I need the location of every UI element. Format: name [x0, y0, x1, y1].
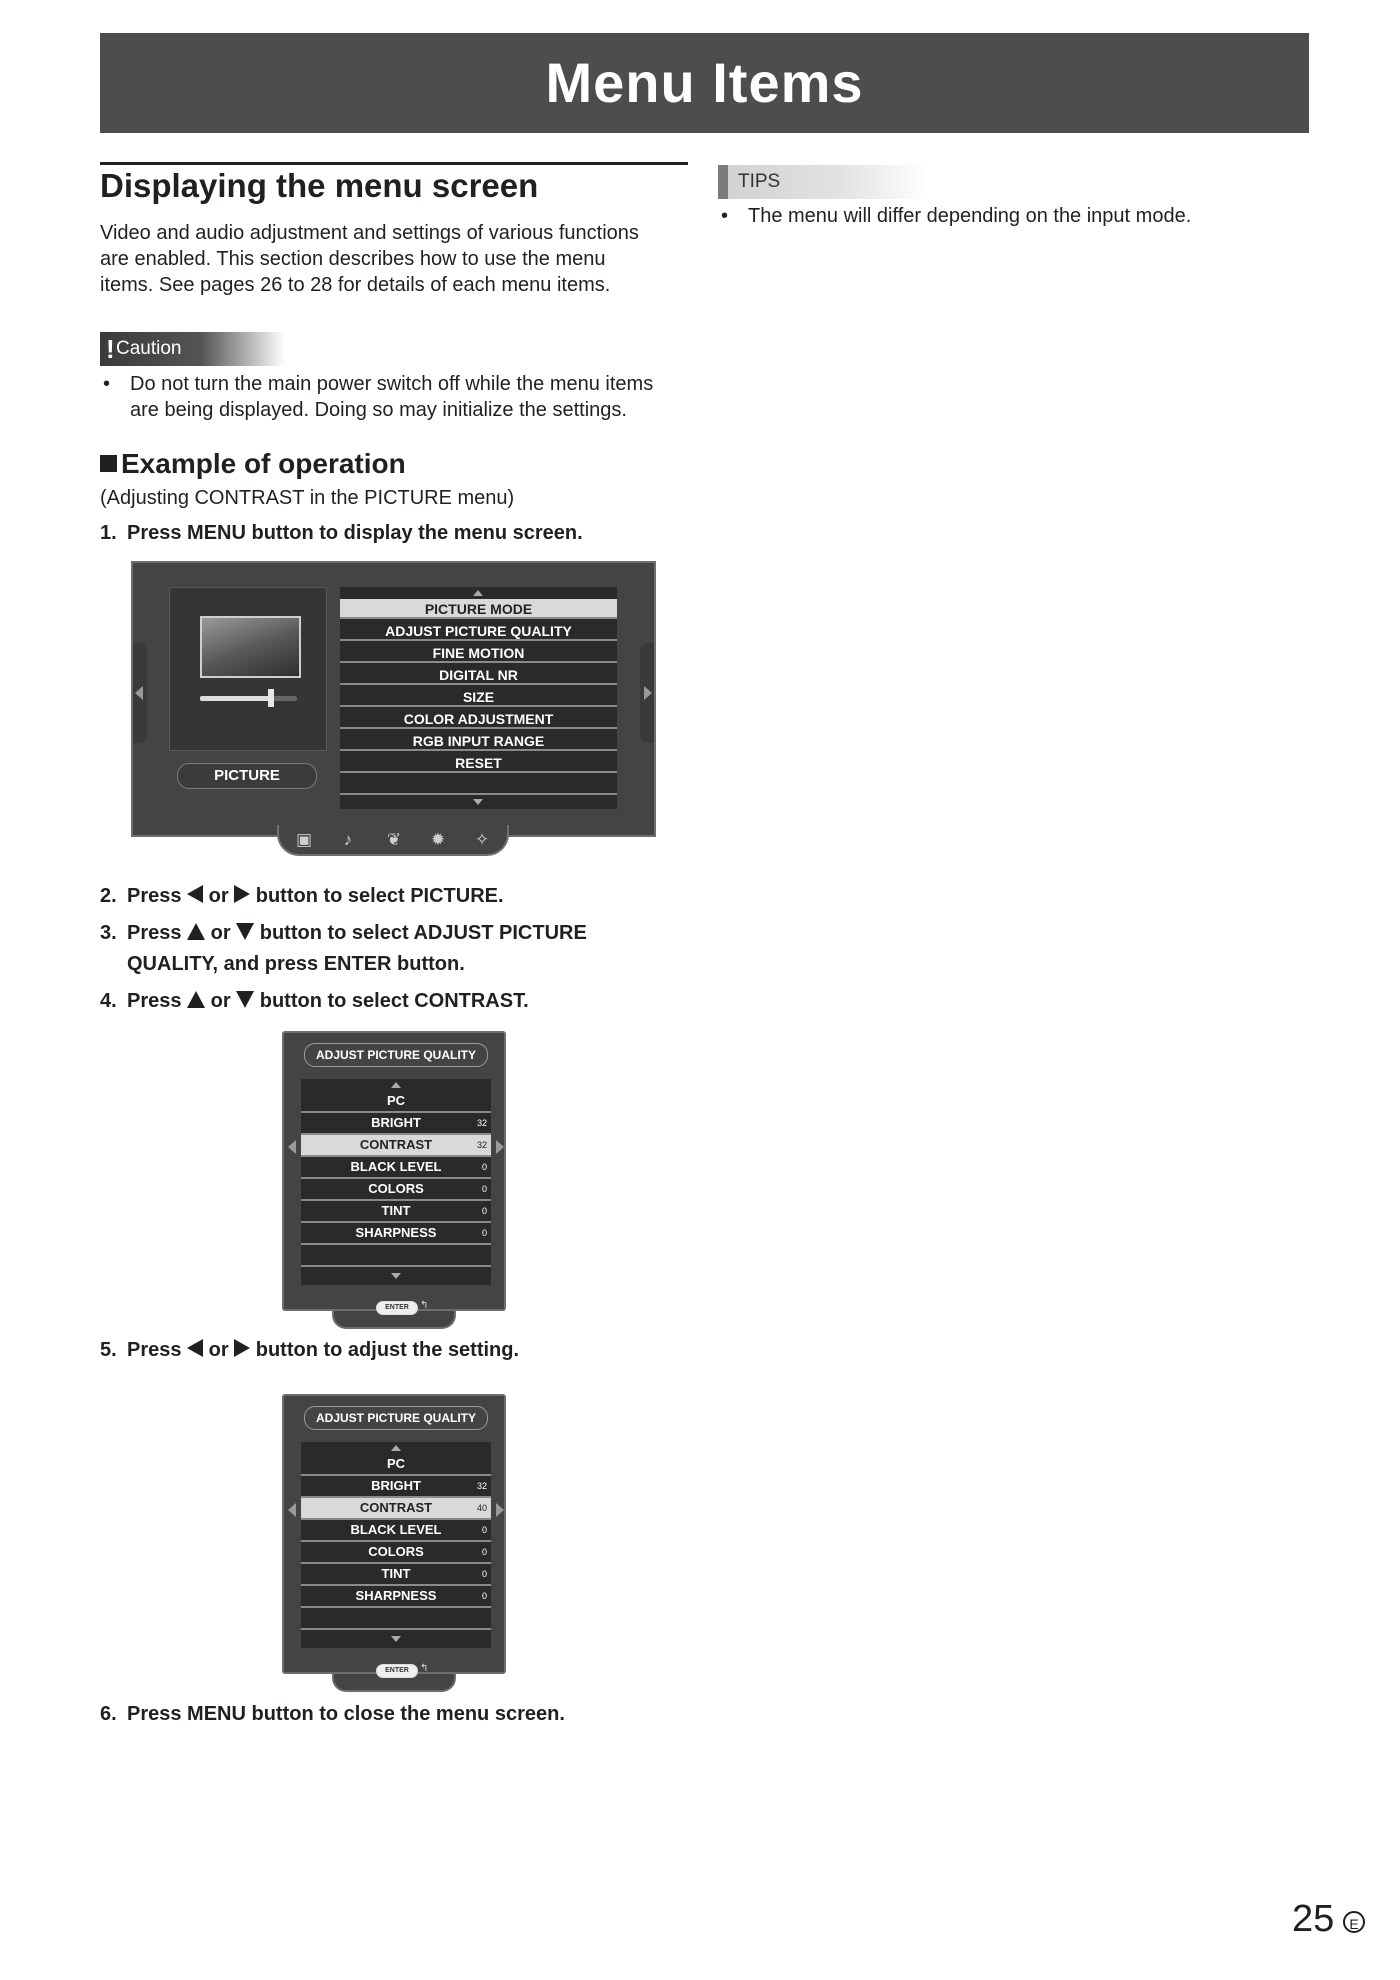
up-button-icon — [187, 991, 205, 1008]
step-text: Press or button to select ADJUST PICTURE QUALITY, and press ENTER button. — [127, 922, 587, 975]
apq-row-tint: TINT 0 — [301, 1564, 491, 1586]
step-1 — [100, 518, 700, 549]
step-text: Press or button to select PICTURE. — [127, 885, 504, 907]
page-header-band — [100, 33, 1309, 133]
adjust-picture-quality-screen-after — [282, 1394, 506, 1674]
picture-icon: ▣ — [295, 830, 313, 849]
step-5 — [100, 1335, 700, 1366]
exclamation-icon: ! — [106, 334, 115, 364]
apq-row-bright: BRIGHT 32 — [301, 1476, 491, 1498]
slider-knob — [268, 689, 274, 707]
apq-list — [301, 1442, 491, 1648]
apq-value: 32 — [476, 1118, 487, 1128]
down-button-icon — [236, 923, 254, 940]
step-text: Press or button to adjust the setting. — [127, 1339, 520, 1361]
apq-row-tint: TINT 0 — [301, 1201, 491, 1223]
scroll-down-icon — [391, 1273, 401, 1279]
leaf-icon: ❦ — [386, 830, 402, 849]
menu-item-color-adjustment: COLOR ADJUSTMENT — [340, 709, 617, 729]
step-3 — [100, 918, 700, 980]
step-number: 5. — [100, 1339, 117, 1361]
step-4 — [100, 986, 700, 1017]
arrow-right-icon — [496, 1140, 504, 1154]
scroll-down-icon — [391, 1636, 401, 1642]
return-icon: ↰ — [420, 1300, 429, 1311]
menu-side-tab-left — [133, 643, 147, 743]
bullet-dot: • — [103, 373, 111, 395]
apq-row-colors: COLORS 0 — [301, 1179, 491, 1201]
apq-row-sharpness: SHARPNESS 0 — [301, 1223, 491, 1245]
intro-line: Video and audio adjustment and settings of various functions — [100, 222, 639, 244]
apq-value: 32 — [476, 1140, 487, 1150]
example-heading — [100, 448, 406, 480]
apq-value: 40 — [476, 1503, 487, 1513]
apq-empty-row — [301, 1245, 491, 1267]
menu-item-digital-nr: DIGITAL NR — [340, 665, 617, 685]
menu-preview-panel — [169, 587, 327, 751]
apq-footer — [332, 1663, 456, 1692]
caution-line: are being displayed. Doing so may initialize the settings. — [130, 399, 627, 421]
menu-side-tab-right — [640, 643, 654, 743]
apq-value: 0 — [481, 1162, 487, 1172]
apq-row-bright: BRIGHT 32 — [301, 1113, 491, 1135]
apq-value: 0 — [481, 1547, 487, 1557]
down-button-icon — [236, 991, 254, 1008]
caution-text — [130, 371, 693, 423]
menu-item-adjust-picture-quality: ADJUST PICTURE QUALITY — [340, 621, 617, 641]
apq-row-sharpness: SHARPNESS 0 — [301, 1586, 491, 1608]
step-text: Press MENU button to close the menu screen. — [127, 1703, 565, 1725]
apq-list — [301, 1079, 491, 1285]
apq-row-pc: PC — [301, 1091, 491, 1113]
menu-item-picture-mode: PICTURE MODE — [340, 599, 617, 619]
menu-item-reset: RESET — [340, 753, 617, 773]
apq-title: ADJUST PICTURE QUALITY — [304, 1043, 488, 1067]
arrow-left-icon — [135, 686, 143, 700]
menu-item-fine-motion: FINE MOTION — [340, 643, 617, 663]
section-title: Displaying the menu screen — [100, 162, 688, 205]
step-2 — [100, 881, 700, 912]
apq-row-colors: COLORS 0 — [301, 1542, 491, 1564]
apq-row-contrast: CONTRAST 32 — [301, 1135, 491, 1157]
picture-menu-list — [340, 587, 617, 809]
apq-row-black-level: BLACK LEVEL 0 — [301, 1157, 491, 1179]
menu-icon-bar — [277, 825, 509, 856]
arrow-right-icon — [644, 686, 652, 700]
square-bullet-icon — [100, 455, 117, 472]
example-subheading: (Adjusting CONTRAST in the PICTURE menu) — [100, 487, 515, 509]
step-6 — [100, 1699, 700, 1730]
step-text: Press or button to select CONTRAST. — [127, 990, 529, 1012]
bullet-dot: • — [721, 205, 729, 227]
picture-menu-screen — [131, 561, 656, 837]
preview-slider — [200, 696, 297, 701]
up-button-icon — [187, 923, 205, 940]
step-number: 6. — [100, 1703, 117, 1725]
magic-wand-icon: ✧ — [474, 830, 490, 849]
arrow-left-icon — [288, 1503, 296, 1517]
page-number: 25 — [1292, 1898, 1335, 1940]
caution-label: Caution — [116, 338, 182, 359]
caution-line: Do not turn the main power switch off while the menu items — [130, 373, 654, 395]
apq-row-contrast: CONTRAST 40 — [301, 1498, 491, 1520]
apq-value: 0 — [481, 1569, 487, 1579]
step-number: 1. — [100, 522, 117, 544]
menu-item-rgb-input-range: RGB INPUT RANGE — [340, 731, 617, 751]
scroll-up-icon — [473, 590, 483, 596]
apq-row-black-level: BLACK LEVEL 0 — [301, 1520, 491, 1542]
tips-label-bar: TIPS — [718, 165, 928, 199]
apq-value: 0 — [481, 1206, 487, 1216]
step-number: 2. — [100, 885, 117, 907]
tips-text: The menu will differ depending on the input mode. — [748, 205, 1192, 227]
step-number: 3. — [100, 922, 117, 944]
intro-paragraph — [100, 220, 690, 298]
right-button-icon — [234, 1339, 250, 1357]
intro-line: items. See pages 26 to 28 for details of each menu items. — [100, 274, 611, 296]
step-text: Press MENU button to display the menu screen. — [127, 522, 583, 544]
apq-value: 0 — [481, 1184, 487, 1194]
region-mark: E — [1343, 1911, 1365, 1933]
intro-line: are enabled. This section describes how to use the menu — [100, 248, 606, 270]
left-button-icon — [187, 885, 203, 903]
scroll-up-icon — [391, 1445, 401, 1451]
arrow-right-icon — [496, 1503, 504, 1517]
enter-badge: ENTER — [376, 1664, 418, 1678]
speaker-icon: ♪ — [343, 830, 353, 849]
apq-title: ADJUST PICTURE QUALITY — [304, 1406, 488, 1430]
right-button-icon — [234, 885, 250, 903]
scroll-up-icon — [391, 1082, 401, 1088]
step-number: 4. — [100, 990, 117, 1012]
tv-monitor-icon — [200, 616, 301, 678]
apq-row-pc: PC — [301, 1454, 491, 1476]
scroll-down-icon — [473, 799, 483, 805]
menu-item-size: SIZE — [340, 687, 617, 707]
arrow-left-icon — [288, 1140, 296, 1154]
adjust-picture-quality-screen-before — [282, 1031, 506, 1311]
example-heading-text: Example of operation — [121, 448, 406, 479]
menu-category-tab: PICTURE — [177, 763, 317, 789]
caution-label-bar — [100, 332, 285, 366]
return-icon: ↰ — [420, 1663, 429, 1674]
menu-empty-row — [340, 775, 617, 795]
apq-value: 0 — [481, 1591, 487, 1601]
tips-item — [721, 203, 1321, 229]
apq-empty-row — [301, 1608, 491, 1630]
apq-panel — [282, 1031, 506, 1311]
apq-value: 0 — [481, 1228, 487, 1238]
apq-panel — [282, 1394, 506, 1674]
apq-value: 0 — [481, 1525, 487, 1535]
enter-badge: ENTER — [376, 1301, 418, 1315]
apq-footer — [332, 1300, 456, 1329]
apq-value: 32 — [476, 1481, 487, 1491]
page-title: Menu Items — [545, 51, 864, 114]
gear-icon: ✹ — [430, 830, 446, 849]
left-button-icon — [187, 1339, 203, 1357]
caution-item — [103, 371, 693, 423]
